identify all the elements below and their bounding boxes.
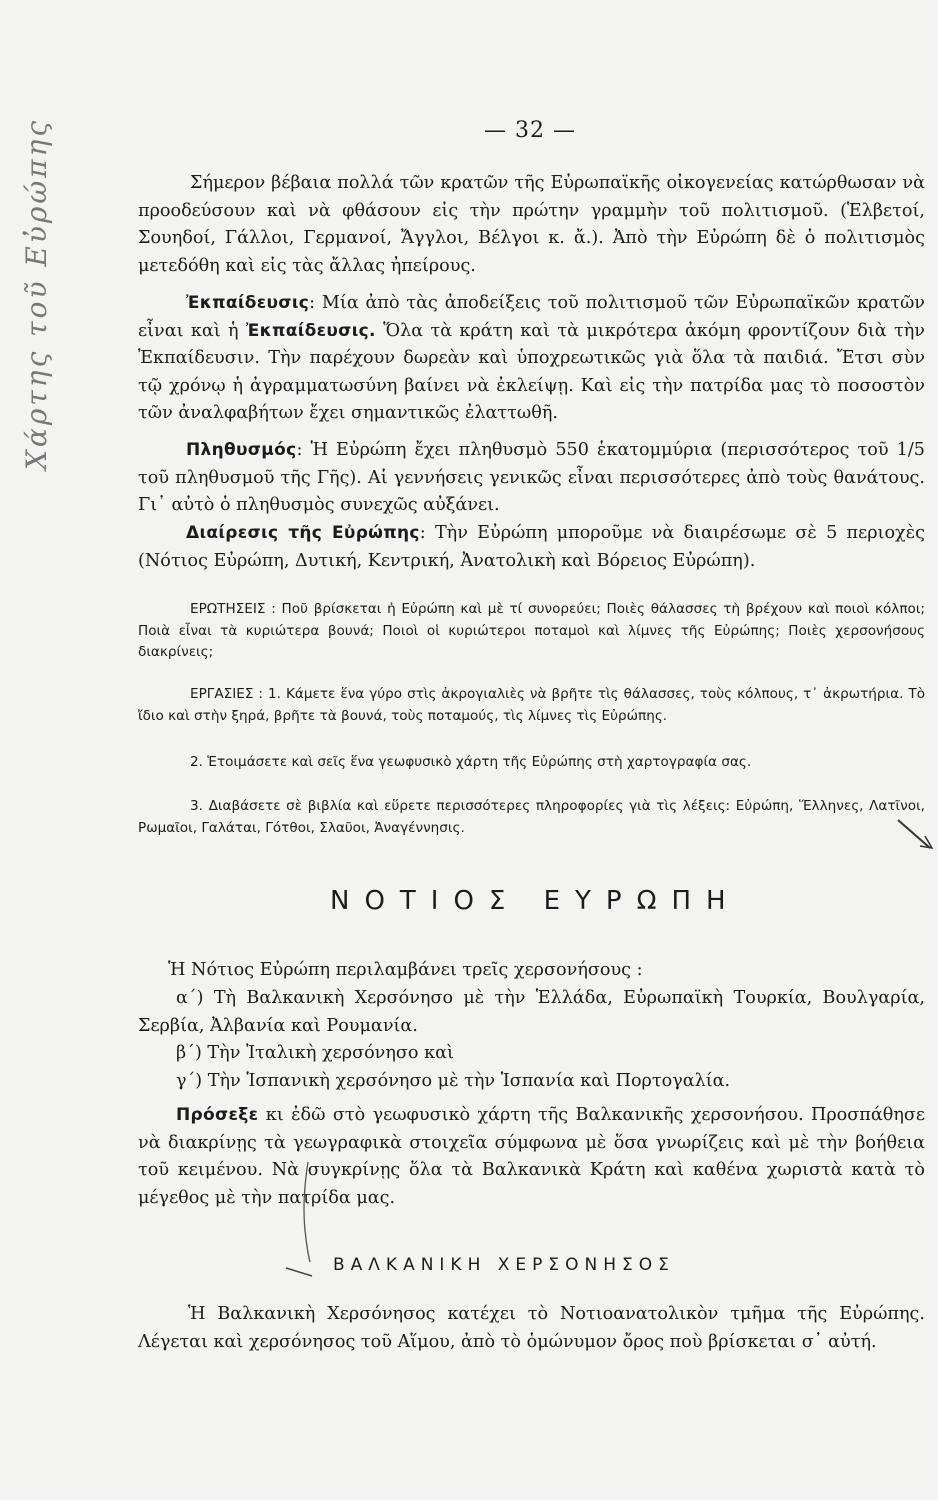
exercise-3: 3. Διαβάσετε σὲ βιβλία καὶ εὕρετε περισσότερες πληροφορίες γιὰ τὶς λέξεις: Εὐρώπη, Ἕλληνες, Λατῖνοι, Ρωμαῖοι, Γαλάται, Γότθοι, Σλαῦοι, Ἀναγέννησις. — [138, 798, 925, 836]
questions-label: ΕΡΩΤΗΣΕΙΣ : — [190, 601, 276, 617]
south-europe-intro: Ἡ Νότιος Εὐρώπη περιλαμβάνει τρεῖς χερσονήσους : — [168, 960, 643, 980]
page-number: — 32 — — [484, 118, 576, 143]
exercise-1: ΕΡΓΑΣΙΕΣ : 1. Κάμετε ἕνα γύρο στὶς ἀκρογιαλιὲς νὰ βρῆτε τὶς θάλασσες, τοὺς κόλπους, τ᾿ ἀκρωτήρια. Τὸ ἴδιο καὶ στὴν ξηρά, βρῆτε τὰ βουνά, τοὺς ποταμούς, τὶς λίμνες τὶς Εὐρώπης. — [138, 686, 926, 724]
balkan-title: ΒΑΛΚΑΝΙΚΗ ΧΕΡΣΟΝΗΣΟΣ — [333, 1255, 675, 1275]
education-heading: Ἐκπαίδευσις — [186, 293, 310, 313]
handwritten-margin-note: Χάρτης τοῦ Εὐρώπης — [20, 117, 53, 470]
education-emphasis: Ἐκπαίδευσις. — [245, 320, 376, 341]
pencil-tick — [286, 1268, 312, 1276]
south-europe-item-a: α΄) Τὴ Βαλκανικὴ Χερσόνησο μὲ τὴν Ἑλλάδα, Εὐρωπαϊκὴ Τουρκία, Βουλγαρία, Σερβία, Ἀλβανία καὶ Ρουμανία. — [138, 988, 925, 1036]
questions-paragraph: ΕΡΩΤΗΣΕΙΣ : Ποῦ βρίσκεται ἡ Εὐρώπη καὶ μὲ τί συνορεύει; Ποιὲς θάλασσες τὴ βρέχουν καὶ ποιοὶ κόλποι; Ποιὰ εἶναι τὰ κυριώτερα βουνά; Ποιοὶ οἱ κυριώτεροι ποταμοὶ καὶ λίμνες τῆς Εὐρώπης; Ποιὲς χερσονήσους διακρίνεις; — [138, 601, 925, 660]
note-heading: Πρόσεξε — [176, 1105, 259, 1125]
balkan-paragraph: Ἡ Βαλκανικὴ Χερσόνησος κατέχει τὸ Νοτιοανατολικὸν τμῆμα τῆς Εὐρώπης. Λέγεται καὶ χερσόνησος τοῦ Αἵμου, ἀπὸ τὸ ὁμώνυμον ὄρος ποὺ βρίσκεται σ᾿ αὐτή. — [138, 1304, 925, 1352]
south-europe-title: ΝΟΤΙΟΣ ΕΥΡΩΠΗ — [330, 886, 741, 916]
pencil-bracket — [304, 1162, 310, 1262]
south-europe-item-b: β΄) Τὴν Ἰταλικὴ χερσόνησο καὶ — [176, 1043, 454, 1063]
population-heading: Πληθυσμός — [186, 440, 297, 460]
note-paragraph: Πρόσεξε κι ἐδῶ στὸ γεωφυσικὸ χάρτη τῆς Βαλκανικῆς χερσονήσου. Προσπάθησε νὰ διακρίνῃς τὰ γεωγραφικὰ στοιχεῖα σύμφωνα μὲ ὅσα γνωρίζεις καὶ μὲ τὴν βοήθεια τοῦ κειμένου. Νὰ συγκρίνῃς ὅλα τὰ Βαλκανικὰ Κράτη καὶ καθένα χωριστὰ κατὰ τὸ μέγεθος μὲ τὴν πατρίδα μας. — [138, 1105, 925, 1208]
south-europe-item-c: γ΄) Τὴν Ἱσπανικὴ χερσόνησο μὲ τὴν Ἱσπανία καὶ Πορτογαλία. — [176, 1071, 731, 1091]
divisions-heading: Διαίρεσις τῆς Εὐρώπης — [186, 523, 420, 543]
exercise-2: 2. Ἑτοιμάσετε καὶ σεῖς ἕνα γεωφυσικὸ χάρτη τῆς Εὐρώπης στὴ χαρτογραφία σας. — [190, 754, 752, 770]
population-paragraph: Πληθυσμός: Ἡ Εὐρώπη ἔχει πληθυσμὸ 550 ἑκατομμύρια (περισσότερος τοῦ 1/5 τοῦ πληθυσμοῦ τῆς Γῆς). Αἱ γεννήσεις γενικῶς εἶναι περισσότερες ἀπὸ τοὺς θανάτους. Γι᾿ αὐτὸ ὁ πληθυσμὸς συνεχῶς αὐξάνει. — [138, 440, 925, 515]
pencil-stroke-right — [898, 820, 930, 848]
exercises-label: ΕΡΓΑΣΙΕΣ : — [190, 686, 264, 702]
divisions-paragraph: Διαίρεσις τῆς Εὐρώπης: Τὴν Εὐρώπη μποροῦμε νὰ διαιρέσωμε σὲ 5 περιοχὲς (Νότιος Εὐρώπη, Δυτική, Κεντρική, Ἀνατολικὴ καὶ Βόρειος Εὐρώπη). — [138, 523, 925, 571]
education-paragraph: Ἐκπαίδευσις: Μία ἀπὸ τὰς ἀποδείξεις τοῦ πολιτισμοῦ τῶν Εὐρωπαϊκῶν κρατῶν εἶναι καὶ ἡ Ἐκπαίδευσις. Ὅλα τὰ κράτη καὶ τὰ μικρότερα ἀκόμη φροντίζουν διὰ τὴν Ἐκπαίδευσιν. Τὴν παρέχουν δωρεὰν καὶ ὑποχρεωτικῶς γιὰ ὅλα τὰ παιδιά. Ἔτσι σὺν τῷ χρόνῳ ἡ ἀγραμματωσύνη βαίνει νὰ ἐκλείψῃ. Καὶ εἰς τὴν πατρίδα μας τὸ ποσοστὸν τῶν ἀναλφαβήτων ἔχει σημαντικῶς ἐλαττωθῆ. — [138, 293, 925, 423]
intro-paragraph: Σήμερον βέβαια πολλά τῶν κρατῶν τῆς Εὐρωπαϊκῆς οἰκογενείας κατώρθωσαν νὰ προοδεύσουν καὶ νὰ φθάσουν εἰς τὴν πρώτην γραμμὴν τοῦ πολιτισμοῦ. (Ἑλβετοί, Σουηδοί, Γάλλοι, Γερμανοί, Ἄγγλοι, Βέλγοι κ. ἄ.). Ἀπὸ τὴν Εὐρώπη δὲ ὁ πολιτισμὸς μετεδόθη καὶ εἰς τὰς ἄλλας ἠπείρους. — [138, 173, 925, 276]
